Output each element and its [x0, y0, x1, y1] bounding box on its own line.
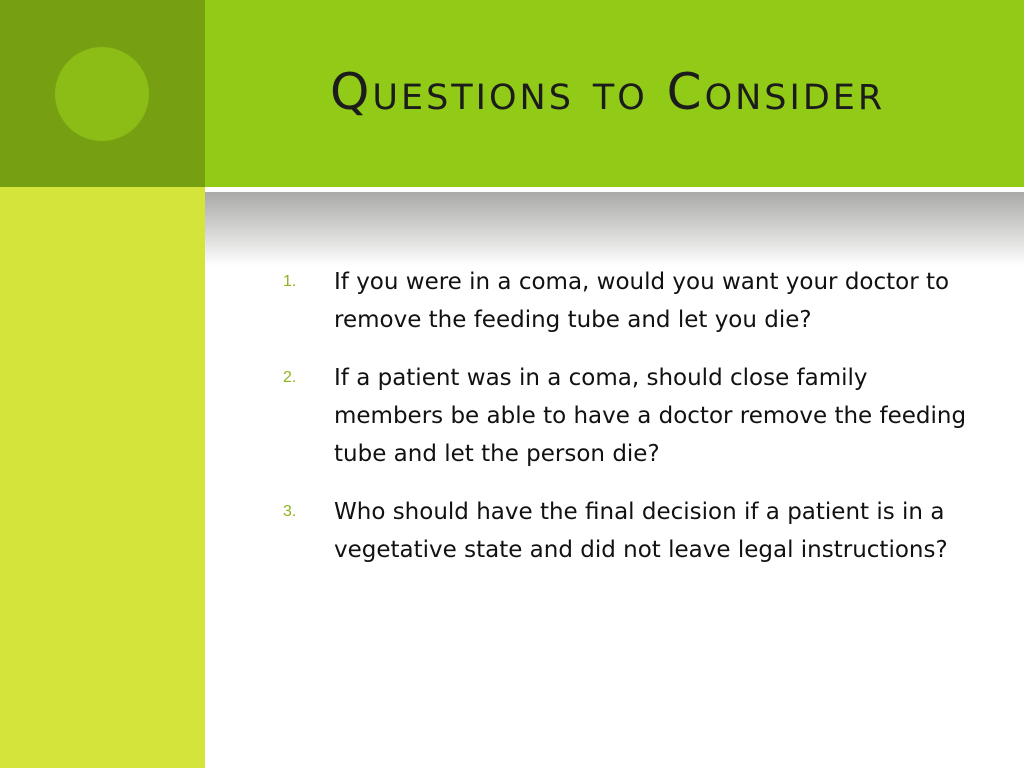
left-accent-band	[0, 187, 205, 768]
question-number: 1.	[283, 273, 297, 290]
slide-title: Questions to Consider	[330, 63, 886, 121]
question-item-1	[283, 263, 973, 339]
question-text: If a patient was in a coma, should close family members be able to have a doctor remove the feeding tube and let the person die?	[334, 365, 967, 467]
question-number: 3.	[283, 503, 297, 520]
question-item-2	[283, 359, 973, 473]
question-text: If you were in a coma, would you want your doctor to remove the feeding tube and let you die?	[334, 269, 950, 333]
question-text: Who should have the final decision if a patient is in a vegetative state and did not leave legal instructions?	[334, 499, 948, 563]
decorative-circle	[55, 47, 149, 141]
question-item-3	[283, 493, 973, 569]
question-number: 2.	[283, 369, 297, 386]
gradient-bar	[205, 192, 1024, 266]
question-list	[283, 263, 973, 589]
